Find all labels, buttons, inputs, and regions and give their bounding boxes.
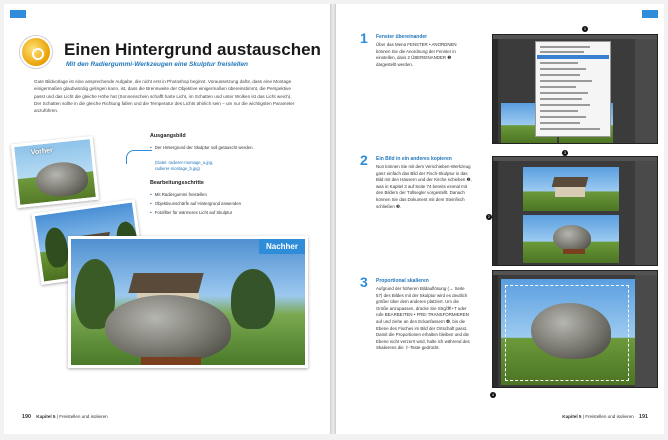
layers-panel (635, 39, 657, 143)
bearbeitung-heading: Bearbeitungsschritte (150, 180, 204, 186)
fish-sculpture (34, 160, 89, 199)
intro-paragraph: Gute Bildvorlage ist eine ansprechende Aufgabe, die nicht erst in Photoshop beginnt. Voraussetzung dafür, dass eine Montage einigermaßen glaubwürdig gelingen kann, ist, dass die Brennweite der Objektive einigermaßen übereinstimmt, die Perspektive passt und das Licht die gleiche Höhe hat (Sonnenschein schafft harte Licht, im Schatten und unter Wolken ist das Licht weich). Der Schatten sollte in die gleiche Richtung fallen und die Temperatur des Lichts ähnlich sein – um nur die wichtigsten Parameter anzuführen. (34, 79, 295, 114)
footer-section: Freistellen und isolieren (59, 414, 108, 419)
page-title: Einen Hintergrund austauschen (64, 40, 321, 59)
bearbeitung-bullet-3: ▪ Fotofilter für wärmeres Licht auf Skulptur (150, 210, 232, 216)
ausgangsbild-heading: Ausgangsbild (150, 133, 186, 139)
tree (231, 269, 275, 329)
house-roof (128, 273, 203, 293)
sculpture-pedestal (141, 357, 201, 367)
step-1-text: Über das Menü FENSTER • ANORDNEN können Sie die Anordnung der Fenster in einstellen, dass 2 ÜBEREINANDER ❶ dargestellt werden. (376, 42, 457, 67)
composite-canvas (501, 279, 635, 385)
menu-bar (493, 157, 657, 161)
callout-3-marker: 3 (563, 150, 567, 155)
step-3-text: Aufgrund der höheren Bildauflösung (→ Seite 57) des Bildes mit der Skulptur wird es deutlich größer über dem anderen platziert. Um die Größe anzupassen, drücke Sie Strg/⌘+T oder rufe BEARBEITEN • FREI TRANSFORMIEREN auf und ziehe an den Eckanfassern ❹, bis die Ebene des Fisches im Bild der Ortschaft passt. Damit die Proportionen erhalten bleiben und die Ebene nicht verzerrt wird, halte ich während des Skalierens die ⇧-Taste gedrückt. (376, 286, 470, 351)
menu-highlight-anordnen (537, 55, 609, 59)
before-photo (11, 136, 99, 208)
after-label: Nachher (259, 239, 305, 254)
sculpture-document (523, 215, 619, 263)
footer-chapter: Kapitel 5 (562, 414, 582, 419)
step-1-number: 1 (360, 30, 368, 46)
source-files (155, 160, 213, 172)
bearbeitung-bullet-1: ▪ Mit Radiergummi freistellen (150, 192, 207, 198)
source-file-b: radierer-montage_b.jpg) (155, 165, 200, 171)
before-label: Vorher (30, 147, 54, 157)
chapter-tab-marker (10, 10, 26, 18)
step-3-number: 3 (360, 274, 368, 290)
transform-bounding-box (505, 285, 629, 381)
left-footer: 190 Kapitel 5 | Freistellen und isolieren (22, 414, 108, 420)
layers-panel (635, 275, 657, 387)
step-2-text: Nun können Sie mit dem Verschieben-Werkzeug ganz einfach das Bild der Fisch-Skulptur in das Bild mit den Häusern und der Kirche schieben ❷, was in Kapitel 3 auf Seite 74 bereits einmal mit den Bildern der Tüllsegler vorgestellt. Danach können Sie das Dokument mit dem Steinfisch schließen ❸. (376, 164, 472, 209)
step-3-title: Proportional skalieren (376, 278, 429, 284)
step-2-number: 2 (360, 152, 368, 168)
callout-connector-line (126, 150, 152, 164)
ausgangsbild-bullet: ▪ Der Hintergrund der Skulptur soll getauscht werden. (150, 145, 254, 151)
page-number: 191 (639, 414, 648, 420)
callout-2-marker: 2 (487, 214, 491, 219)
after-photo (68, 236, 308, 368)
page-number: 190 (22, 414, 31, 420)
source-file-a: (Datei: radierer-montage_a.jpg, (155, 160, 214, 165)
step-1-title: Fenster übereinander (376, 34, 428, 40)
footer-chapter: Kapitel 5 (36, 414, 56, 419)
village-document (523, 167, 619, 211)
tool-bar (493, 275, 498, 387)
callout-4-marker: 4 (491, 392, 495, 397)
tool-bar (493, 161, 498, 265)
right-page (336, 4, 664, 434)
callout-1-marker: 1 (583, 26, 587, 31)
layers-panel (635, 161, 657, 265)
photoshop-screenshot-3 (492, 270, 658, 388)
right-footer: Kapitel 5 | Freistellen und isolieren 191 (562, 414, 648, 420)
chapter-tab-marker (642, 10, 658, 18)
bearbeitung-bullet-2: ▪ Objektivunschärfe auf Hintergrund anwenden (150, 201, 241, 207)
menu-bar (493, 271, 657, 275)
step-2-title: Ein Bild in ein anderes kopieren (376, 156, 452, 162)
page-subtitle: Mit den Radiergummi-Werkzeugen eine Skulptur freistellen (66, 61, 248, 68)
photoshop-screenshot-2 (492, 156, 658, 266)
tip-badge-icon (20, 36, 52, 68)
left-page (4, 4, 330, 434)
footer-section: Freistellen und isolieren (585, 414, 634, 419)
photoshop-screenshot-1 (492, 34, 658, 144)
window-menu-dropdown (535, 41, 611, 137)
tree (43, 226, 70, 269)
tool-bar (493, 39, 498, 143)
fish-sculpture (105, 295, 231, 361)
menu-bar (493, 35, 657, 39)
